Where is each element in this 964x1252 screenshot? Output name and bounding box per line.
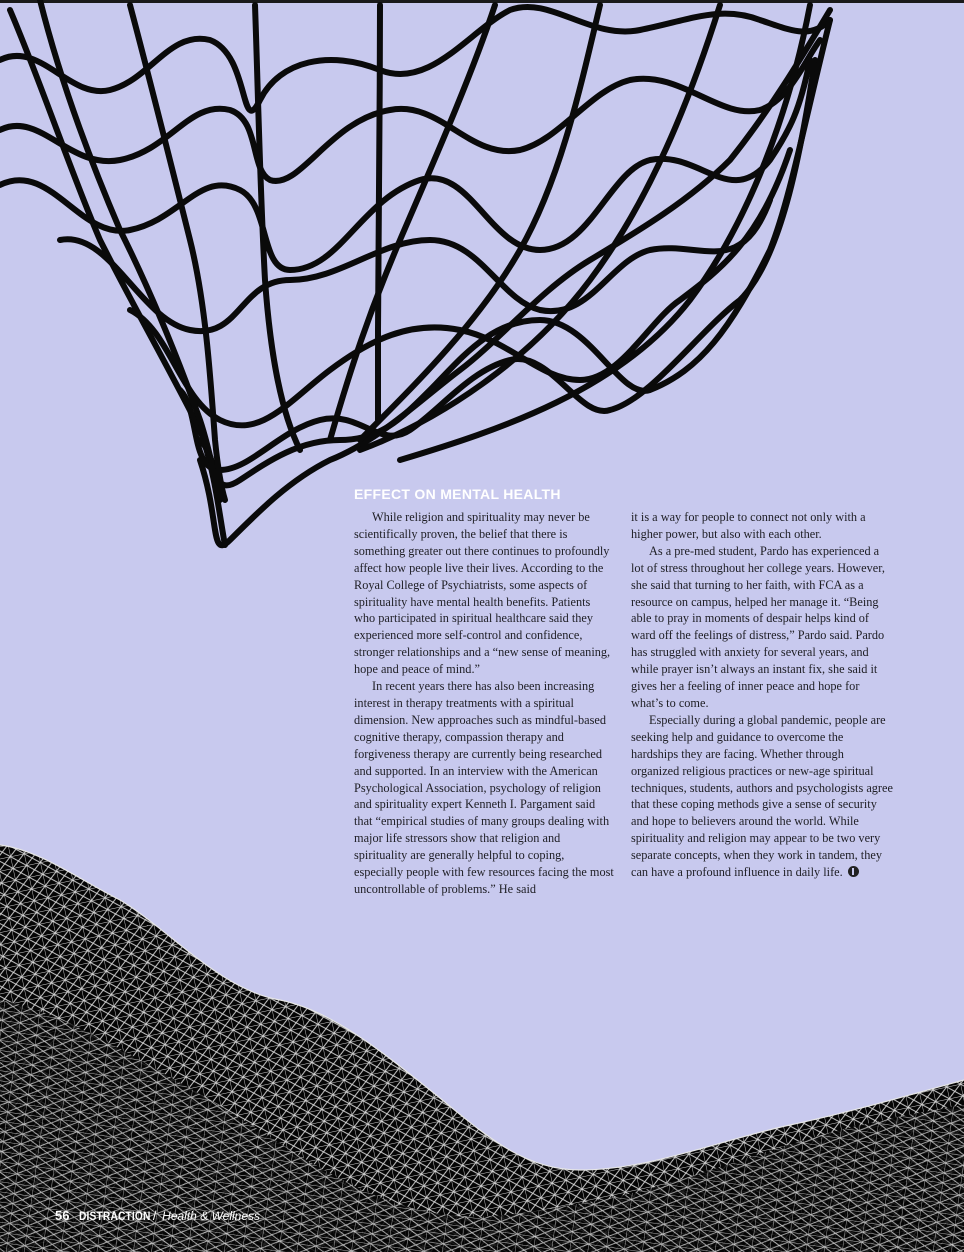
paragraph: In recent years there has also been increasing interest in therapy treatments with a spiritual dimension. New approaches such as mindful-based cognitive therapy, compassion therapy and forgiveness therapy are currently being researched and supported. In an interview with the American Psychological Association, psychology of religion and spirituality expert Kenneth I. Pargament said that “empirical studies of many groups dealing with major life stressors show that religion and spirituality are generally helpful to coping, especially people with few resources facing the most uncontrollable of problems.” He said: [354, 679, 614, 896]
paragraph: [631, 712, 893, 881]
page-number: 56: [55, 1208, 70, 1223]
paragraph-continuation: it is a way for people to connect not only with a higher power, but also with each other.: [631, 510, 866, 541]
paragraph: While religion and spirituality may never be scientifically proven, the belief that there is something greater out there continues to profoundly affect how people live their lives. According to the Royal College of Psychiatrists, some aspects of spirituality have mental health benefits. Patients who participated in spiritual healthcare said they experienced more self-control and confidence, stronger relationships and a “new sense of meaning, hope and peace of mind.”: [354, 510, 611, 677]
left-text-column: [354, 509, 614, 898]
magazine-name: DISTRACTION: [79, 1209, 151, 1223]
paragraph: As a pre-med student, Pardo has experienced a lot of stress throughout her college years. However, she said that turning to her faith, with FCA as a resource on campus, helped her manage it. “Being able to pray in moments of despair helps kind of ward off the feelings of distress,” Pardo said. Pardo has struggled with anxiety for several years, and while prayer isn’t always an instant fix, she said it gives her a feeling of inner peace and hope for what’s to come.: [631, 543, 885, 710]
end-mark-icon: [848, 866, 859, 877]
section-name: Health & Wellness: [162, 1209, 260, 1223]
right-text-column: [631, 509, 893, 881]
paragraph-text: Especially during a global pandemic, people are seeking help and guidance to overcome the hardships they are facing. Whether through organized religious practices or new-age spiritual techniques, students, authors and psychologists agree that these coping methods give a sense of security and hope to believers around the world. While spirituality and religion may appear to be two very separate concepts, when they work in tandem, they can have a profound influence in daily life.: [631, 712, 893, 880]
page-footer: [55, 1208, 260, 1223]
section-heading: EFFECT ON MENTAL HEALTH: [354, 486, 561, 502]
footer-separator: /: [152, 1208, 157, 1223]
